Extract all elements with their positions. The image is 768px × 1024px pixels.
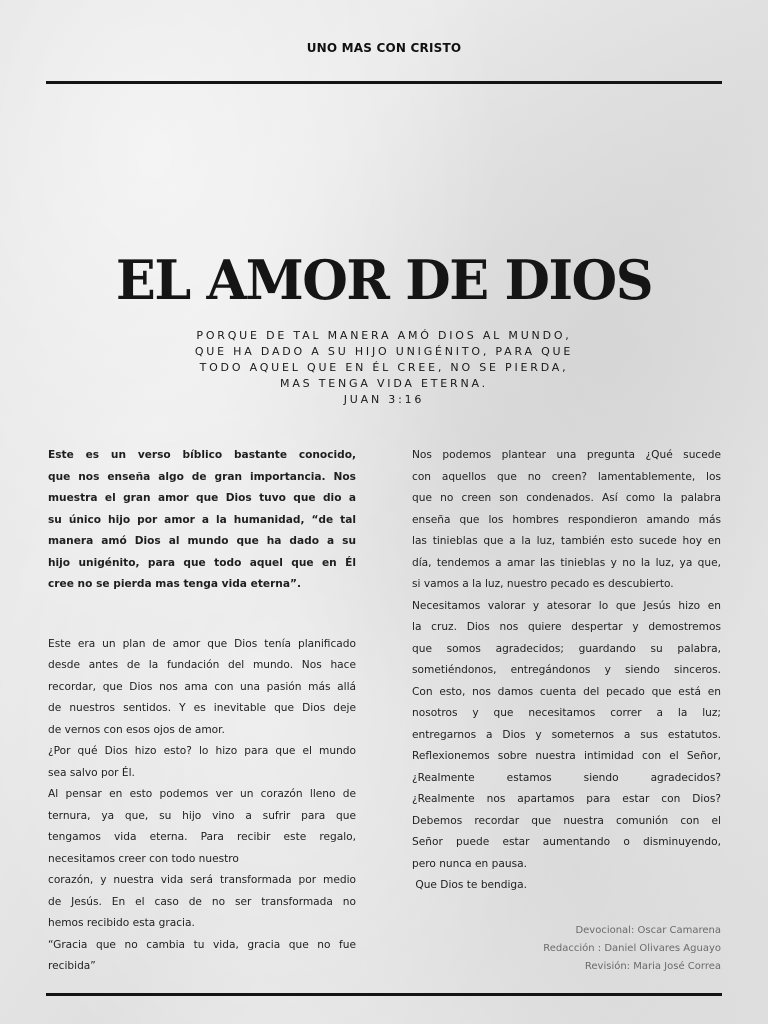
body-line: Este era un plan de amor que Dios tenía planificado [48, 637, 356, 650]
body-line: las tinieblas que a la luz, también esto sucede hoy en [412, 535, 721, 547]
body-line: corazón, y nuestra vida será transformada por medio [48, 874, 356, 886]
verse-line: MAS TENGA VIDA ETERNA. [280, 377, 488, 390]
body-line: Señor puede estar aumentando o disminuyendo, [412, 836, 721, 848]
header-title: UNO MAS CON CRISTO [306, 41, 462, 55]
body-line: Que Dios te bendiga. [412, 879, 528, 891]
verse-line: TODO AQUEL QUE EN ÉL CREE, NO SE PIERDA, [199, 361, 569, 374]
body-line: ¿Realmente estamos siendo agradecidos? [412, 771, 721, 784]
body-line: ¿Realmente nos apartamos para estar con Dios? [412, 793, 721, 805]
body-line: de Jesús. En el caso de no ser transformada no [48, 895, 356, 908]
body-line: nosotros y que necesitamos correr a la luz; [412, 707, 721, 719]
body-line: la cruz. Dios nos quiere despertar y demostremos [412, 621, 721, 633]
body-line: que somos agradecidos; guardando su palabra, [412, 642, 721, 655]
body-line: de vernos con esos ojos de amor. [48, 723, 225, 736]
credit-devotional: Devocional: Oscar Camarena [575, 925, 721, 936]
credit-review: Revisión: Maria José Correa [584, 961, 721, 972]
body-line: necesitamos creer con todo nuestro [48, 852, 239, 865]
body-line: Al pensar en esto podemos ver un corazón lleno de [48, 788, 356, 800]
intro-line: hijo unigénito, para que todo aquel que en Él [48, 556, 356, 569]
left-column [48, 445, 356, 978]
intro-line: su único hijo por amor a la humanidad, “de tal [48, 513, 356, 526]
body-line: ¿Por qué Dios hizo esto? lo hizo para que el mundo [48, 745, 356, 757]
body-line: si vamos a la luz, nuestro pecado es descubierto. [412, 578, 674, 590]
body-line: que no creen son condenados. Así como la palabra [412, 492, 721, 504]
body-line: Debemos recordar que nuestra comunión con el [412, 814, 721, 827]
body-line: de nuestros sentidos. Y es inevitable que Dios deje [48, 702, 356, 714]
body-line: “Gracia que no cambia tu vida, gracia que no fue [48, 938, 356, 951]
body-line: Necesitamos valorar y atesorar lo que Jesús hizo en [412, 599, 721, 612]
intro-line: cree no se pierda mas tenga vida eterna”. [48, 578, 301, 590]
intro-line: Este es un verso bíblico bastante conocido, [48, 449, 356, 461]
credits [543, 922, 721, 976]
verse-line: PORQUE DE TAL MANERA AMÓ DIOS AL MUNDO, [196, 329, 572, 342]
bottom-divider [46, 993, 722, 996]
body-line: recordar, que Dios nos ama con una pasión más allá [48, 680, 356, 693]
body-line: entregarnos a Dios y someternos a sus estatutos. [412, 728, 721, 741]
intro-line: muestra el gran amor que Dios tuvo que dio a [48, 492, 356, 504]
credit-editor: Redacción : Daniel Olivares Aguayo [543, 943, 721, 954]
body-line: recibida” [48, 960, 96, 972]
body-line: con aquellos que no creen? lamentablemente, los [412, 470, 721, 483]
intro-line: que nos enseña algo de gran importancia. Nos [48, 470, 356, 483]
main-title: EL AMOR DE DIOS [115, 248, 653, 312]
body-line: Con esto, nos damos cuenta del pecado que está en [412, 685, 721, 698]
body-line: sea salvo por Él. [48, 766, 135, 779]
verse-block [0, 328, 768, 408]
body-line: Reflexionemos sobre nuestra intimidad con el Señor, [412, 750, 721, 762]
verse-line: QUE HA DADO A SU HIJO UNIGÉNITO, PARA QUE [194, 345, 574, 358]
intro-paragraph [48, 445, 356, 596]
right-column [412, 445, 721, 897]
body-line: día, tendemos a amar las tinieblas y no la luz, ya que, [412, 556, 721, 569]
left-body-text [48, 634, 356, 978]
body-line: hemos recibido esta gracia. [48, 917, 195, 929]
right-body-text [412, 445, 721, 897]
body-line: enseña que los hombres respondieron amando más [412, 513, 721, 526]
verse-reference: JUAN 3:16 [343, 393, 425, 406]
intro-line: manera amó Dios al mundo que ha dado a su [48, 535, 356, 547]
body-line: Nos podemos plantear una pregunta ¿Qué sucede [412, 449, 721, 461]
body-line: tengamos vida eterna. Para recibir este regalo, [48, 831, 356, 843]
body-line: desde antes de la fundación del mundo. Nos hace [48, 659, 356, 671]
body-line: ternura, ya que, su hijo vino a sufrir para que [48, 809, 356, 822]
body-line: sometiéndonos, entregándonos y siendo sinceros. [412, 664, 721, 676]
body-line: pero nunca en pausa. [412, 857, 527, 870]
top-divider [46, 81, 722, 84]
